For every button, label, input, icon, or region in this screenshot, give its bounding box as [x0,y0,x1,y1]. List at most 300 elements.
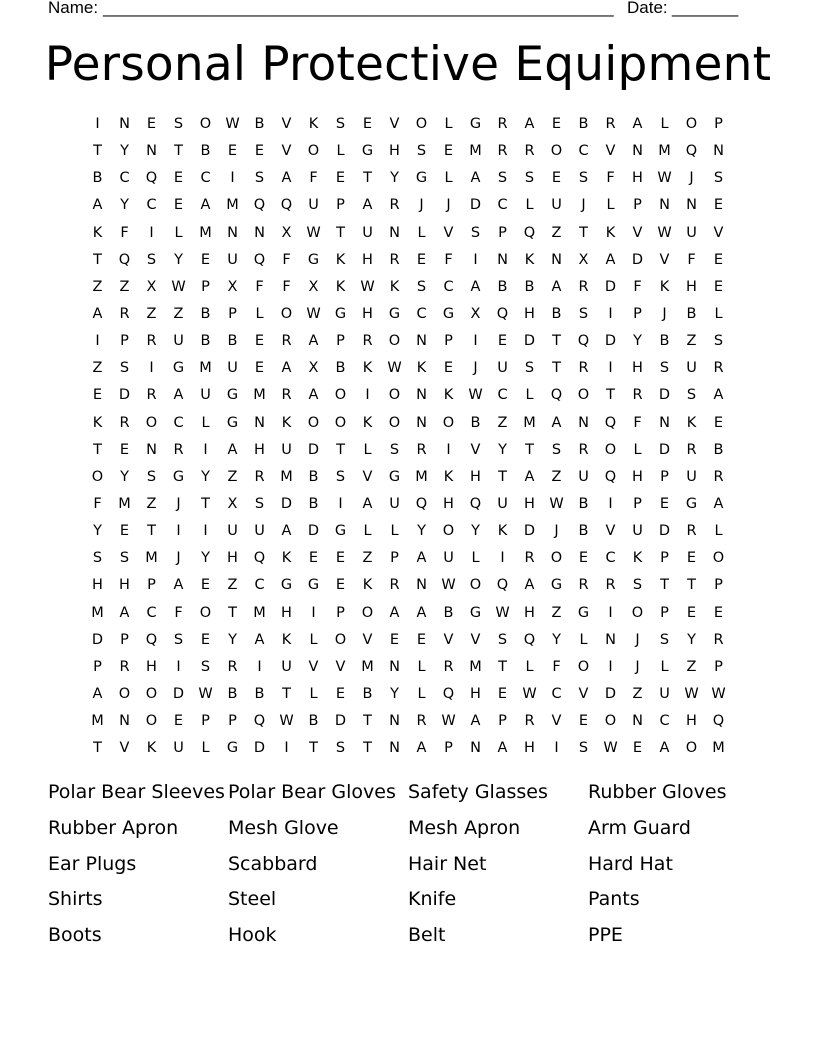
name-label: Name: [48,0,99,17]
grid-letter: I [203,523,208,540]
grid-letter: V [713,224,724,241]
grid-letter: C [443,278,454,295]
grid-letter: I [608,360,613,377]
grid-letter: A [173,577,184,594]
grid-letter: J [635,658,640,675]
grid-letter: I [257,658,262,675]
grid-letter: E [254,143,265,160]
grid-letter: U [632,523,643,540]
grid-letter: T [660,577,669,594]
grid-letter: Y [174,251,183,268]
grid-letter: G [307,577,320,594]
grid-letter: S [470,224,481,241]
grid-letter: B [578,116,589,133]
word-bank-item: PPE [588,924,623,947]
grid-letter: M [253,387,266,404]
grid-letter: N [659,197,670,214]
grid-letter: O [199,116,212,133]
grid-letter: P [336,197,345,214]
grid-row [84,600,732,627]
grid-letter: S [146,468,157,485]
word-bank-item: Mesh Apron [408,816,521,839]
grid-letter: G [226,740,239,757]
grid-letter: P [228,306,237,323]
grid-letter: P [633,306,642,323]
grid-letter: C [146,604,157,621]
grid-letter: Q [253,713,266,730]
grid-letter: M [280,468,293,485]
grid-letter: O [145,686,158,703]
grid-letter: U [686,468,697,485]
grid-letter: D [523,523,536,540]
grid-letter: I [338,496,343,513]
grid-letter: S [335,116,346,133]
grid-letter: R [362,333,373,350]
grid-letter: K [497,523,508,540]
grid-letter: P [714,658,723,675]
grid-row [84,681,732,708]
grid-letter: O [550,550,563,567]
grid-letter: H [362,306,373,323]
grid-letter: G [442,306,455,323]
grid-letter: T [93,143,102,160]
grid-letter: I [176,523,181,540]
grid-letter: I [608,306,613,323]
grid-letter: Z [686,333,697,350]
grid-letter: G [550,577,563,594]
grid-letter: Y [120,143,129,160]
grid-letter: L [714,306,723,323]
grid-letter: G [388,468,401,485]
grid-letter: M [253,604,266,621]
grid-letter: L [660,658,669,675]
grid-letter: C [146,197,157,214]
word-bank-item: Ear Plugs [48,852,137,875]
grid-letter: P [201,278,210,295]
grid-letter: L [525,658,534,675]
grid-letter: C [200,170,211,187]
grid-letter: N [551,251,562,268]
grid-letter: U [200,387,211,404]
grid-letter: H [254,441,265,458]
grid-letter: S [416,278,427,295]
grid-letter: E [416,631,427,648]
grid-letter: I [500,550,505,567]
grid-letter: O [550,143,563,160]
grid-letter: E [686,550,697,567]
grid-letter: X [227,496,238,513]
grid-letter: T [282,686,291,703]
grid-letter: C [173,414,184,431]
grid-letter: B [551,306,562,323]
grid-letter: N [146,143,157,160]
grid-letter: U [443,550,454,567]
grid-letter: M [91,713,104,730]
grid-letter: U [686,360,697,377]
grid-letter: P [336,604,345,621]
grid-letter: O [604,713,617,730]
grid-letter: K [389,278,400,295]
grid-letter: N [416,333,427,350]
grid-letter: E [578,713,589,730]
grid-letter: X [578,251,589,268]
grid-letter: G [577,604,590,621]
grid-letter: G [415,170,428,187]
grid-letter: Q [253,550,266,567]
grid-letter: R [281,333,292,350]
grid-letter: I [608,496,613,513]
word-bank-item: Arm Guard [588,816,691,839]
grid-letter: R [416,713,427,730]
grid-letter: H [119,577,130,594]
grid-letter: E [119,523,130,540]
grid-letter: Z [146,496,157,513]
grid-letter: M [469,658,482,675]
grid-letter: P [120,333,129,350]
grid-letter: L [471,550,480,567]
grid-letter: O [388,414,401,431]
grid-letter: Z [92,360,103,377]
grid-letter: E [551,170,562,187]
grid-letter: G [685,496,698,513]
grid-row [84,491,732,518]
grid-letter: C [605,550,616,567]
grid-letter: P [93,658,102,675]
grid-letter: U [389,496,400,513]
grid-letter: E [335,577,346,594]
grid-letter: A [92,306,103,323]
grid-letter: Z [551,224,562,241]
grid-letter: B [362,686,373,703]
grid-letter: U [551,197,562,214]
grid-letter: F [120,224,129,241]
grid-letter: Q [280,197,293,214]
grid-letter: X [308,360,319,377]
grid-letter: M [226,197,239,214]
grid-letter: S [578,740,589,757]
grid-letter: S [389,441,400,458]
grid-letter: D [658,523,671,540]
grid-letter: E [659,496,670,513]
grid-letter: H [146,658,157,675]
grid-letter: T [363,740,372,757]
grid-letter: T [174,143,183,160]
grid-letter: W [441,713,456,730]
page-title: Personal Protective Equipment [44,37,772,92]
grid-letter: T [336,441,345,458]
grid-row [84,437,732,464]
grid-letter: W [684,686,699,703]
grid-letter: Q [685,143,698,160]
grid-letter: T [147,523,156,540]
grid-letter: T [93,740,102,757]
grid-letter: Q [604,414,617,431]
grid-letter: Q [118,251,131,268]
grid-letter: A [470,278,481,295]
grid-letter: P [633,197,642,214]
grid-letter: Q [145,170,158,187]
grid-letter: K [632,550,643,567]
grid-letter: A [524,468,535,485]
grid-letter: X [281,224,292,241]
grid-letter: E [713,414,724,431]
grid-row [84,247,732,274]
grid-letter: A [551,278,562,295]
grid-letter: I [203,441,208,458]
grid-letter: S [578,306,589,323]
grid-letter: U [173,333,184,350]
grid-letter: V [578,686,589,703]
word-bank-item: Hard Hat [588,852,673,875]
grid-letter: R [389,251,400,268]
grid-letter: E [686,604,697,621]
grid-letter: R [146,387,157,404]
grid-letter: T [606,387,615,404]
grid-letter: M [199,360,212,377]
grid-letter: X [146,278,157,295]
grid-letter: A [497,740,508,757]
grid-letter: W [468,387,483,404]
grid-letter: X [227,278,238,295]
grid-letter: H [632,360,643,377]
grid-letter: K [281,550,292,567]
grid-letter: K [146,740,157,757]
word-bank-item: Rubber Apron [48,816,179,839]
grid-letter: R [497,116,508,133]
date-field[interactable]: _______ [672,0,739,17]
grid-letter: M [361,658,374,675]
grid-letter: S [173,116,184,133]
grid-letter: Y [498,441,507,458]
grid-letter: P [633,496,642,513]
grid-letter: L [606,197,615,214]
grid-letter: S [335,468,346,485]
grid-row [84,192,732,219]
grid-letter: N [119,713,130,730]
grid-letter: V [281,116,292,133]
grid-letter: N [254,414,265,431]
grid-letter: U [686,224,697,241]
grid-letter: O [415,116,428,133]
grid-letter: T [363,170,372,187]
grid-letter: B [335,360,346,377]
grid-row [84,301,732,328]
word-bank-item: Mesh Glove [228,816,339,839]
grid-letter: I [284,740,289,757]
grid-letter: A [551,414,562,431]
grid-letter: Z [146,306,157,323]
grid-letter: H [362,251,373,268]
grid-letter: T [363,713,372,730]
grid-letter: H [92,577,103,594]
grid-letter: A [389,604,400,621]
word-bank-item: Hook [228,924,277,947]
grid-letter: V [443,631,454,648]
grid-letter: K [443,387,454,404]
grid-letter: W [279,713,294,730]
grid-letter: J [635,631,640,648]
grid-letter: S [254,170,265,187]
grid-letter: J [689,170,694,187]
grid-letter: Z [362,550,373,567]
grid-letter: O [280,306,293,323]
grid-letter: A [281,360,292,377]
grid-letter: E [578,550,589,567]
grid-letter: A [524,116,535,133]
grid-letter: P [498,713,507,730]
grid-letter: J [581,197,586,214]
grid-letter: E [389,631,400,648]
grid-letter: S [713,333,724,350]
grid-letter: C [578,143,589,160]
grid-letter: V [119,740,130,757]
grid-letter: F [282,278,291,295]
grid-letter: B [524,278,535,295]
grid-letter: L [255,306,264,323]
word-bank [48,778,788,957]
grid-letter: T [687,577,696,594]
grid-letter: C [416,306,427,323]
grid-letter: H [524,740,535,757]
grid-letter: C [659,713,670,730]
grid-letter: B [578,496,589,513]
grid-letter: S [632,577,643,594]
grid-letter: I [95,116,100,133]
grid-letter: O [604,441,617,458]
grid-letter: Y [228,631,237,648]
grid-letter: Y [201,550,210,567]
grid-letter: G [172,360,185,377]
grid-letter: Z [632,686,643,703]
grid-letter: I [365,387,370,404]
grid-letter: Y [120,468,129,485]
grid-letter: E [713,197,724,214]
grid-letter: W [711,686,726,703]
grid-letter: R [578,278,589,295]
grid-letter: T [579,224,588,241]
name-field[interactable]: ______________________________________________________ [103,0,614,17]
grid-letter: Y [201,468,210,485]
grid-letter: R [119,306,130,323]
grid-letter: D [172,686,185,703]
grid-letter: Z [173,306,184,323]
grid-letter: A [470,170,481,187]
grid-letter: V [470,441,481,458]
grid-row [84,382,732,409]
grid-letter: E [713,278,724,295]
grid-letter: R [686,523,697,540]
grid-letter: E [632,740,643,757]
grid-row [84,355,732,382]
grid-letter: D [280,496,293,513]
grid-letter: P [660,550,669,567]
grid-letter: J [554,523,559,540]
grid-letter: E [497,333,508,350]
grid-letter: D [658,387,671,404]
grid-letter: A [416,604,427,621]
grid-letter: A [281,170,292,187]
grid-letter: U [281,441,292,458]
grid-letter: T [93,251,102,268]
grid-letter: O [91,468,104,485]
grid-letter: G [361,143,374,160]
grid-letter: T [309,740,318,757]
grid-letter: R [497,143,508,160]
grid-letter: V [632,224,643,241]
grid-letter: B [686,306,697,323]
grid-letter: W [441,577,456,594]
grid-letter: J [446,197,451,214]
grid-letter: K [659,278,670,295]
grid-letter: U [281,658,292,675]
grid-letter: E [713,604,724,621]
grid-letter: S [497,631,508,648]
grid-letter: E [308,550,319,567]
grid-letter: B [227,333,238,350]
grid-letter: D [118,387,131,404]
grid-letter: P [336,333,345,350]
grid-letter: Y [417,523,426,540]
grid-letter: R [173,441,184,458]
grid-row [84,464,732,491]
grid-letter: O [469,577,482,594]
grid-letter: T [201,496,210,513]
grid-letter: F [282,251,291,268]
grid-letter: T [336,224,345,241]
grid-letter: T [498,658,507,675]
word-bank-item: Knife [408,888,457,911]
grid-letter: H [524,604,535,621]
grid-letter: Q [523,631,536,648]
grid-row [84,654,732,681]
grid-letter: R [686,441,697,458]
grid-letter: I [230,170,235,187]
grid-letter: D [307,523,320,540]
grid-letter: I [149,360,154,377]
grid-letter: D [469,197,482,214]
grid-letter: O [388,333,401,350]
grid-letter: L [633,441,642,458]
grid-letter: W [603,740,618,757]
grid-letter: R [524,550,535,567]
grid-letter: O [334,387,347,404]
grid-letter: K [308,116,319,133]
grid-letter: D [658,441,671,458]
grid-letter: B [470,414,481,431]
grid-letter: Q [145,631,158,648]
grid-letter: W [306,306,321,323]
grid-letter: G [469,604,482,621]
grid-letter: S [254,496,265,513]
grid-letter: F [255,278,264,295]
grid-letter: A [119,604,130,621]
grid-letter: Y [687,631,696,648]
grid-letter: L [201,740,210,757]
grid-letter: F [93,496,102,513]
grid-letter: O [118,686,131,703]
grid-letter: E [443,360,454,377]
grid-letter: G [388,306,401,323]
grid-letter: R [632,387,643,404]
grid-letter: Q [415,496,428,513]
grid-letter: E [443,143,454,160]
grid-letter: O [388,387,401,404]
grid-letter: E [227,143,238,160]
grid-row [84,545,732,572]
grid-letter: O [442,523,455,540]
grid-letter: B [308,713,319,730]
grid-letter: L [309,686,318,703]
